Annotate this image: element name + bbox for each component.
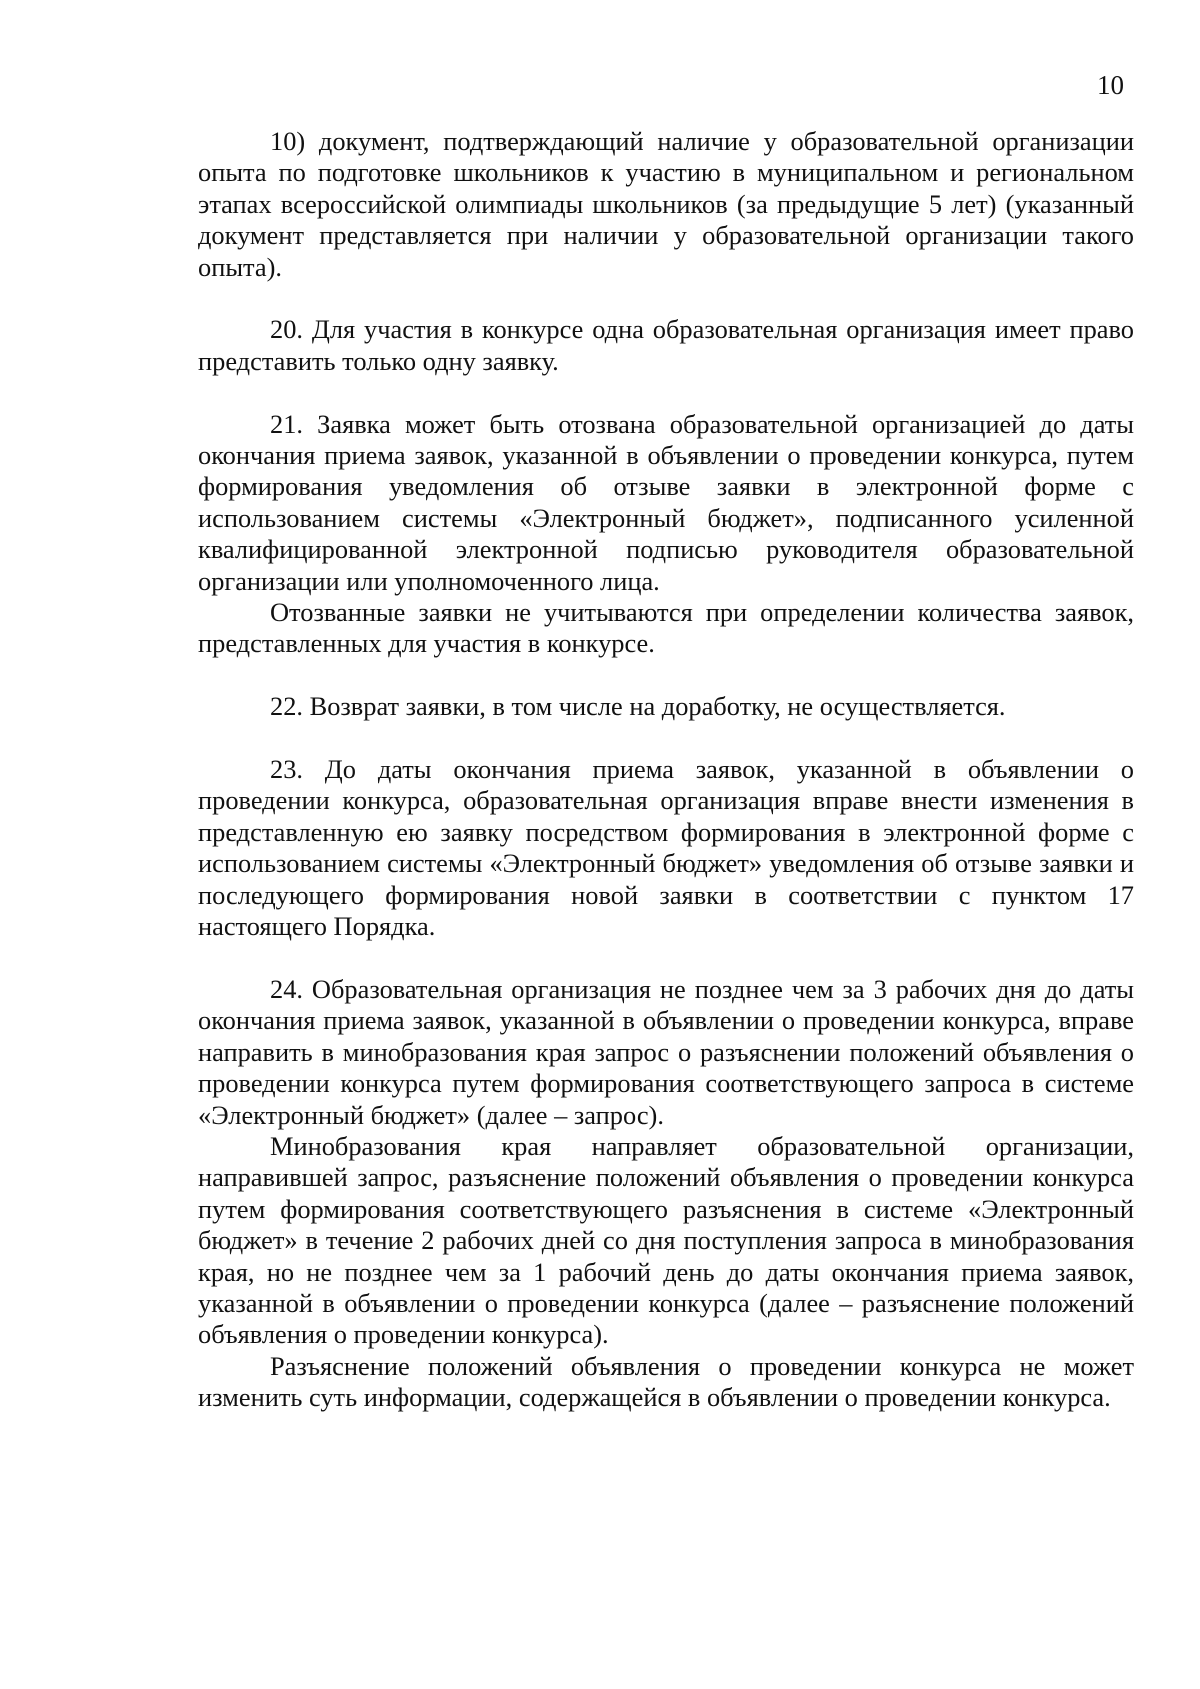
paragraph-23: 23. До даты окончания приема заявок, указанной в объявлении о проведении конкурса, образовательная организация вправе внести изменения в представленную ею заявку посредством формирования в электронной форме с использованием системы «Электронный бюджет» уведомления об отзыве заявки и последующего формирования новой заявки в соответствии с пунктом 17 настоящего Порядка.	[198, 754, 1134, 942]
paragraph-20: 20. Для участия в конкурсе одна образовательная организация имеет право представить только одну заявку.	[198, 314, 1134, 376]
page-number: 10	[1097, 70, 1124, 100]
paragraph-24-continuation-2: Разъяснение положений объявления о проведении конкурса не может изменить суть информации, содержащейся в объявлении о проведении конкурса.	[198, 1350, 1134, 1413]
paragraph-item-10: 10) документ, подтверждающий наличие у образовательной организации опыта по подготовке школьников к участию в муниципальном и региональном этапах всероссийской олимпиады школьников (за предыдущие 5 лет) (указанный документ представляется при наличии у образовательной организации такого опыта).	[198, 126, 1134, 282]
paragraph-22: 22. Возврат заявки, в том числе на доработку, не осуществляется.	[270, 691, 1006, 722]
paragraph-21: 21. Заявка может быть отозвана образовательной организацией до даты окончания приема заявок, указанной в объявлении о проведении конкурса, путем формирования уведомления об отзыве заявки в электронной форме с использованием системы «Электронный бюджет», подписанного усиленной квалифицированной электронной подписью руководителя образовательной организации или уполномоченного лица.	[198, 408, 1134, 596]
document-body	[198, 126, 1134, 1414]
paragraph-21-continuation: Отозванные заявки не учитываются при определении количества заявок, представленных для участия в конкурсе.	[198, 597, 1134, 659]
paragraph-24-continuation-1: Минобразования края направляет образовательной организации, направившей запрос, разъяснение положений объявления о проведении конкурса путем формирования соответствующего разъяснения в системе «Электронный бюджет» в течение 2 рабочих дней со дня поступления запроса в минобразования края, но не позднее чем за 1 рабочий день до даты окончания приема заявок, указанной в объявлении о проведении конкурса (далее – разъяснение положений объявления о проведении конкурса).	[198, 1130, 1134, 1350]
paragraph-24: 24. Образовательная организация не позднее чем за 3 рабочих дня до даты окончания приема заявок, указанной в объявлении о проведении конкурса, вправе направить в минобразования края запрос о разъяснении положений объявления о проведении конкурса путем формирования соответствующего запроса в системе «Электронный бюджет» (далее – запрос).	[198, 973, 1134, 1130]
